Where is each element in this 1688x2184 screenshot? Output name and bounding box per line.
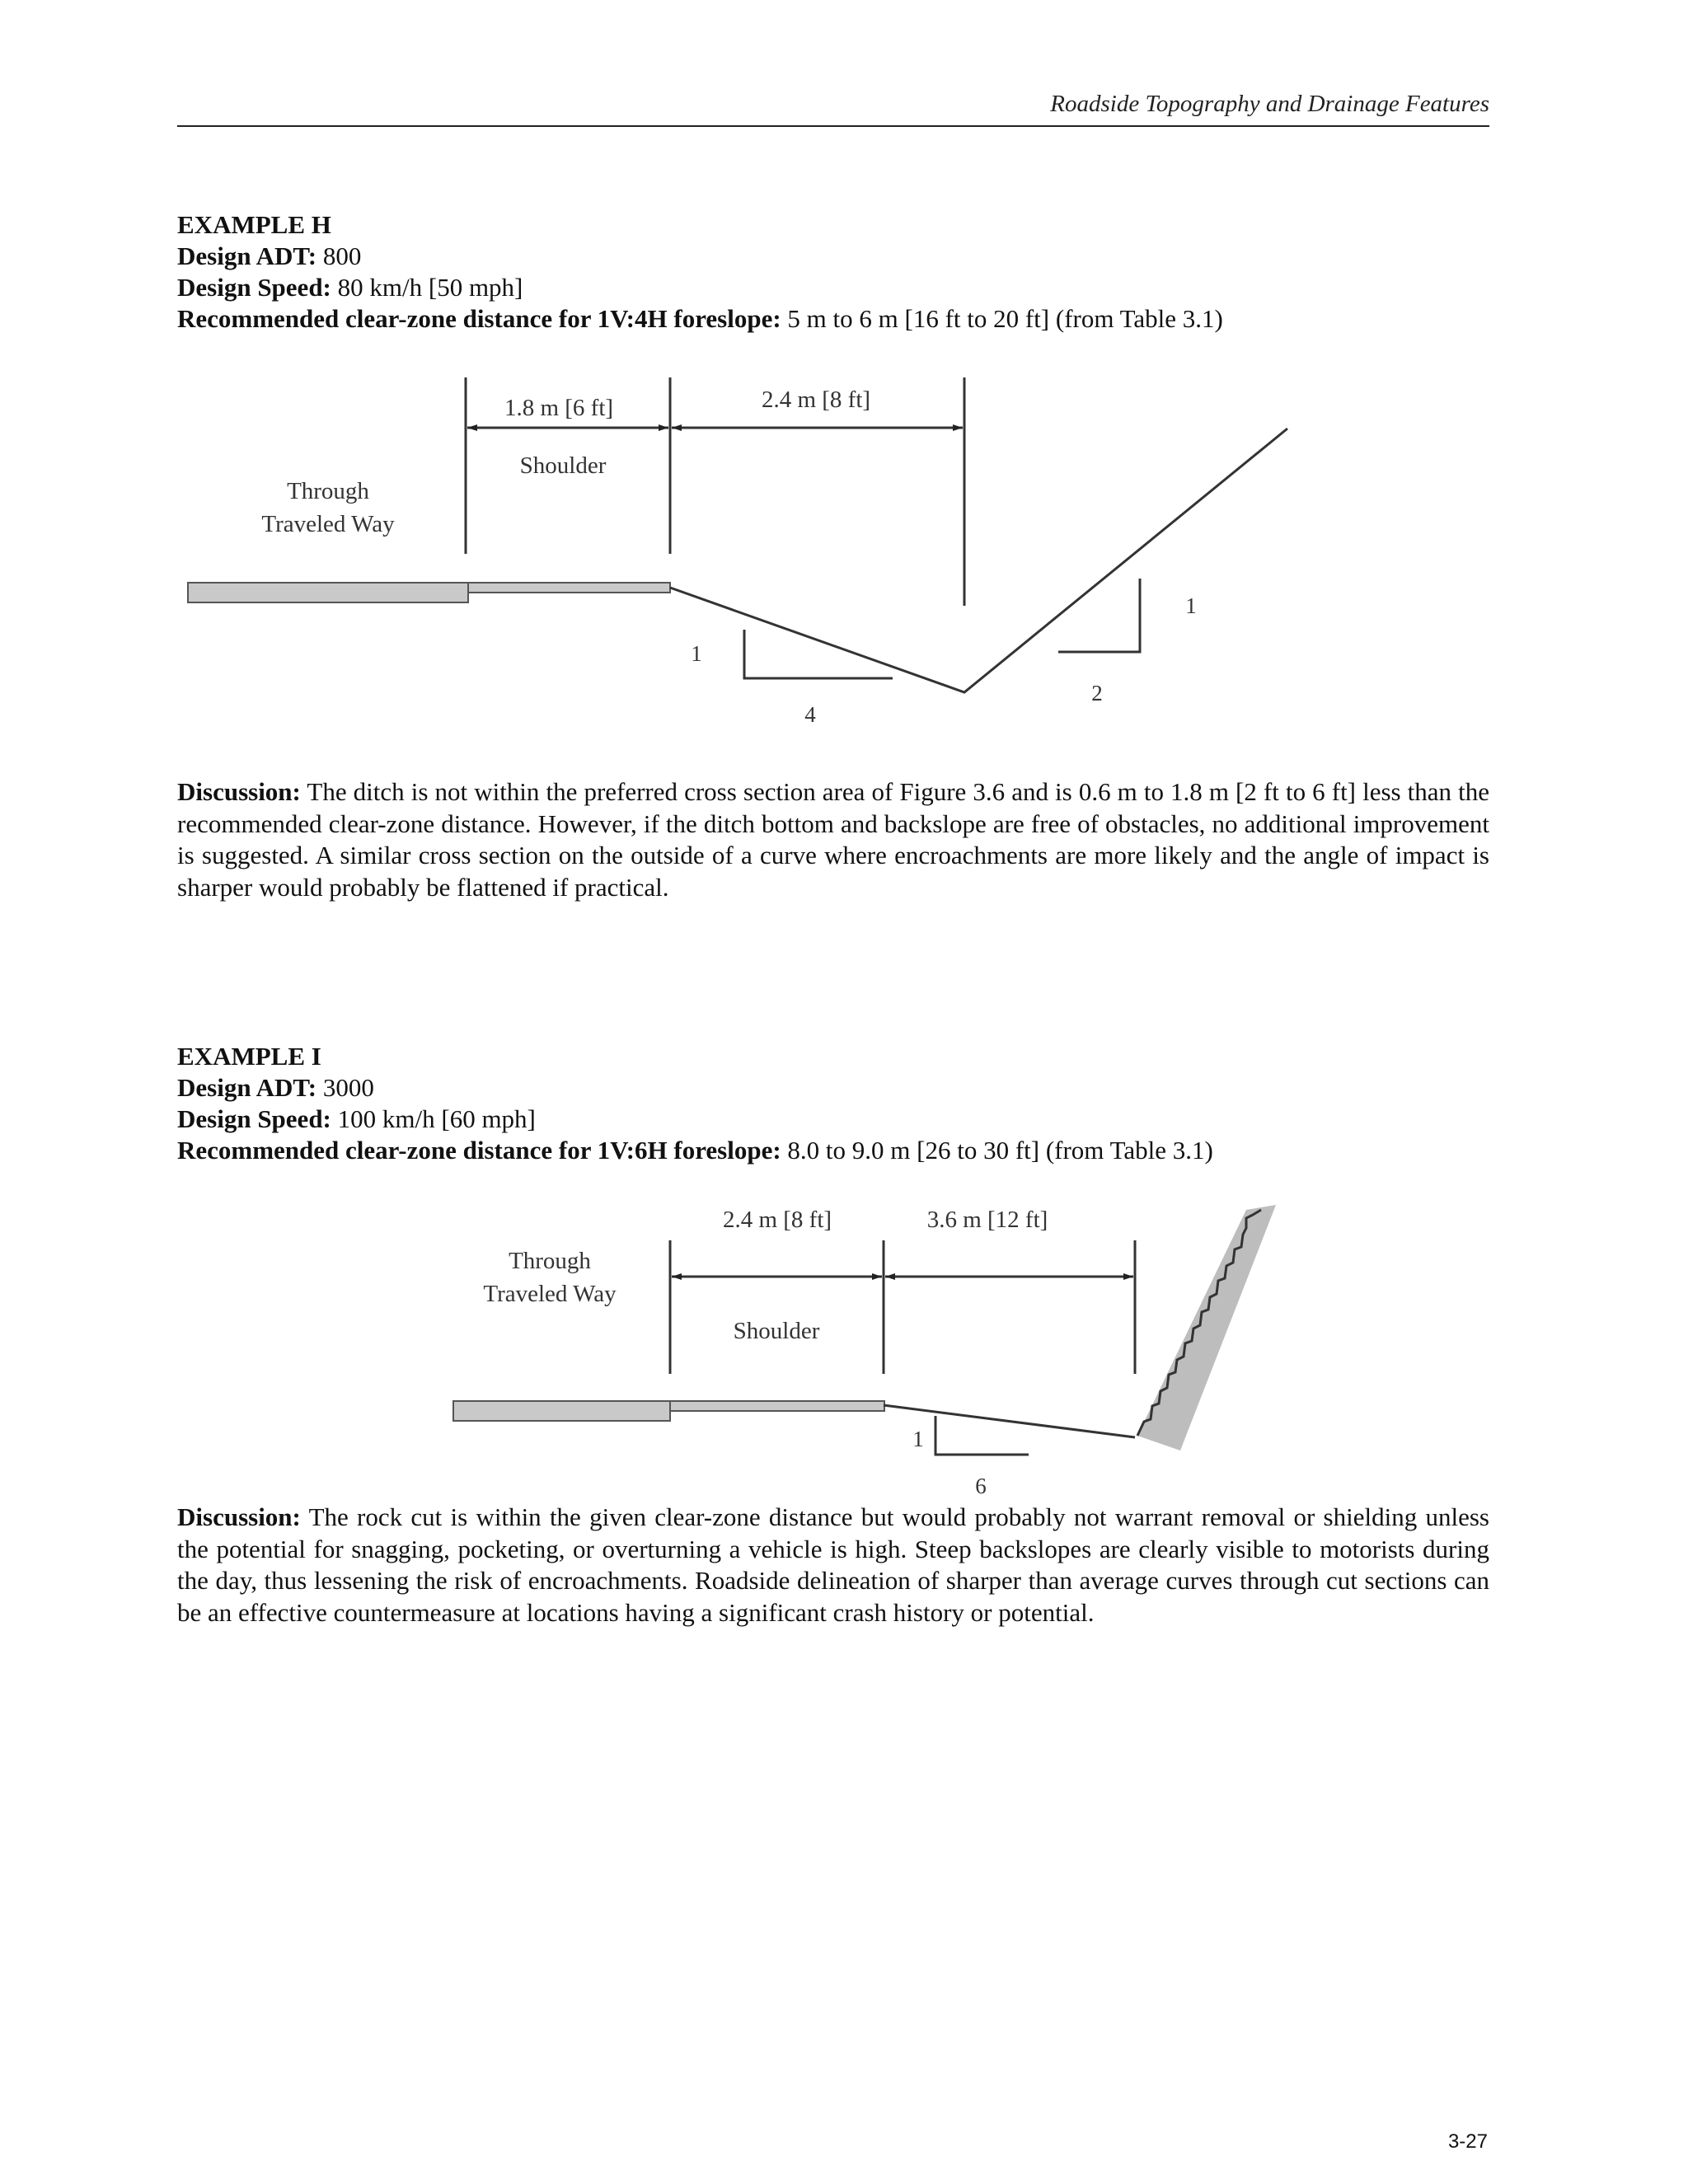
- traveled-way-pavement: [188, 583, 468, 602]
- ditch-profile: [670, 429, 1287, 692]
- clearzone-value: 5 m to 6 m [16 ft to 20 ft] (from Table 3.1): [781, 304, 1223, 333]
- shoulder-label: Shoulder: [519, 452, 607, 479]
- discussion-text: The ditch is not within the preferred cross section area of Figure 3.6 and is 0.6 m to 1.8 m [2 ft to 6 ft] less than the recommended clear-zone distance. However, if the ditch bottom and backslope are free of obstacles, no additional improvement is suggested. A similar cross section on the outside of a curve where encroachments are more likely and the angle of impact is sharper would probably be flattened if practical.: [177, 777, 1489, 902]
- example-i-heading: EXAMPLE I: [177, 1042, 321, 1071]
- discussion-text: The rock cut is within the given clear-zone distance but would probably not warrant removal or shielding unless the potential for snagging, pocketing, or overturning a vehicle is high. Steep backslopes are clearly visible to motorists during the day, thus lessening the risk of encroachments. Roadside delineation of sharper than average curves through cut sections can be an effective countermeasure at locations having a significant crash history or potential.: [177, 1502, 1489, 1627]
- speed-value: 80 km/h [50 mph]: [331, 273, 523, 302]
- example-i-cross-section-diagram: [0, 1199, 1688, 1504]
- foreslope-rise-label: 1: [691, 641, 702, 666]
- speed-value: 100 km/h [60 mph]: [331, 1104, 536, 1133]
- backslope-run-label: 2: [1091, 681, 1103, 705]
- shoulder-pavement: [670, 1401, 884, 1411]
- backslope-ratio-mark: [1058, 579, 1140, 652]
- example-h-specs: [177, 209, 1489, 335]
- traveled-way-label-line2: Traveled Way: [483, 1281, 617, 1307]
- backslope-rise-label: 1: [1185, 593, 1197, 618]
- traveled-way-label-line1: Through: [287, 478, 369, 504]
- speed-label: Design Speed:: [177, 1104, 331, 1133]
- traveled-way-label-line2: Traveled Way: [261, 511, 395, 537]
- example-h-speed: [177, 272, 1489, 303]
- adt-value: 800: [316, 241, 362, 270]
- dim2-label: 2.4 m [8 ft]: [761, 387, 871, 413]
- example-i-speed: [177, 1104, 1489, 1135]
- rock-cut: [1137, 1205, 1276, 1451]
- example-h-clearzone: [177, 303, 1489, 335]
- running-header-title: Roadside Topography and Drainage Features: [1050, 91, 1489, 117]
- example-i-adt: [177, 1072, 1489, 1104]
- adt-label: Design ADT:: [177, 241, 317, 270]
- page-number: 3-27: [1447, 2130, 1488, 2153]
- adt-label: Design ADT:: [177, 1073, 317, 1102]
- speed-label: Design Speed:: [177, 273, 331, 302]
- traveled-way-label-line1: Through: [509, 1248, 591, 1274]
- example-i-discussion: [177, 1502, 1489, 1629]
- foreslope-run-label: 6: [975, 1474, 987, 1498]
- shoulder-pavement: [468, 583, 670, 593]
- clearzone-label: Recommended clear-zone distance for 1V:4H foreslope:: [177, 304, 781, 333]
- clearzone-value: 8.0 to 9.0 m [26 to 30 ft] (from Table 3.1): [781, 1136, 1213, 1165]
- example-h-heading: EXAMPLE H: [177, 210, 331, 239]
- example-i-specs: [177, 1041, 1489, 1166]
- example-h-discussion: [177, 776, 1489, 903]
- foreslope-ratio-mark: [744, 630, 893, 678]
- foreslope-rise-label: 1: [912, 1427, 924, 1451]
- example-h-adt: [177, 241, 1489, 272]
- traveled-way-pavement: [453, 1401, 670, 1421]
- dim1-label: 2.4 m [8 ft]: [722, 1207, 832, 1233]
- foreslope-run-label: 4: [804, 702, 816, 727]
- example-i-clearzone: [177, 1135, 1489, 1166]
- running-header: [177, 89, 1489, 127]
- discussion-label: Discussion:: [177, 777, 301, 806]
- dim1-label: 1.8 m [6 ft]: [504, 395, 614, 421]
- dim2-label: 3.6 m [12 ft]: [926, 1207, 1048, 1233]
- discussion-label: Discussion:: [177, 1502, 301, 1531]
- adt-value: 3000: [316, 1073, 374, 1102]
- clearzone-label: Recommended clear-zone distance for 1V:6H foreslope:: [177, 1136, 781, 1165]
- example-h-cross-section-diagram: [0, 371, 1688, 750]
- shoulder-label: Shoulder: [733, 1318, 820, 1344]
